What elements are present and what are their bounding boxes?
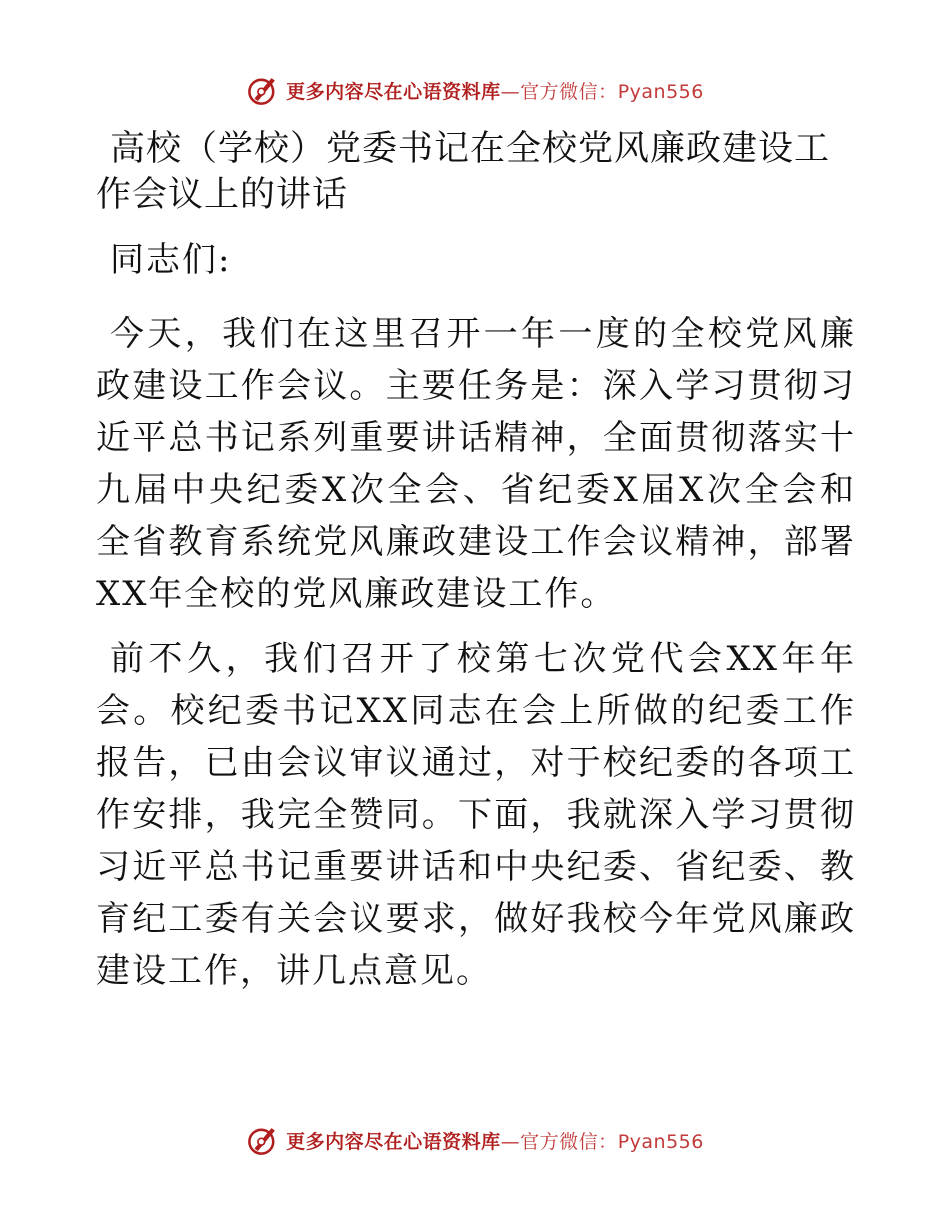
watermark-lead: 更多内容尽在心语资料库 bbox=[286, 1130, 501, 1153]
document-body bbox=[96, 126, 856, 1010]
pen-in-circle-logo bbox=[246, 1123, 280, 1157]
watermark-lead: 更多内容尽在心语资料库 bbox=[286, 80, 501, 103]
watermark-text bbox=[286, 1127, 704, 1154]
header-watermark bbox=[0, 70, 950, 110]
paragraph-2: 前不久，我们召开了校第七次党代会XX年年会。校纪委书记XX同志在会上所做的纪委工作报告，已由会议审议通过，对于校纪委的各项工作安排，我完全赞同。下面，我就深入学习贯彻习近平总书记重要讲话和中央纪委、省纪委、教育纪工委有关会议要求，做好我校今年党风廉政建设工作，讲几点意见。 bbox=[96, 639, 856, 991]
pen-in-circle-logo bbox=[246, 73, 280, 107]
paragraph-1: 今天，我们在这里召开一年一度的全校党风廉政建设工作会议。主要任务是：深入学习贯彻习近平总书记系列重要讲话精神，全面贯彻落实十九届中央纪委X次全会、省纪委X届X次全会和全省教育系统党风廉政建设工作会议精神，部署XX年全校的党风廉政建设工作。 bbox=[96, 314, 856, 614]
watermark-wechat-id: Pyan556 bbox=[617, 80, 704, 103]
document-title: 高校（学校）党委书记在全校党风廉政建设工作会议上的讲话 bbox=[96, 129, 831, 215]
watermark-separator: —官方微信： bbox=[500, 1130, 618, 1153]
greeting: 同志们: bbox=[110, 240, 232, 280]
watermark-wechat-id: Pyan556 bbox=[617, 1130, 704, 1153]
footer-watermark bbox=[0, 1120, 950, 1160]
watermark-separator: —官方微信： bbox=[500, 80, 618, 103]
watermark-text bbox=[286, 77, 704, 104]
